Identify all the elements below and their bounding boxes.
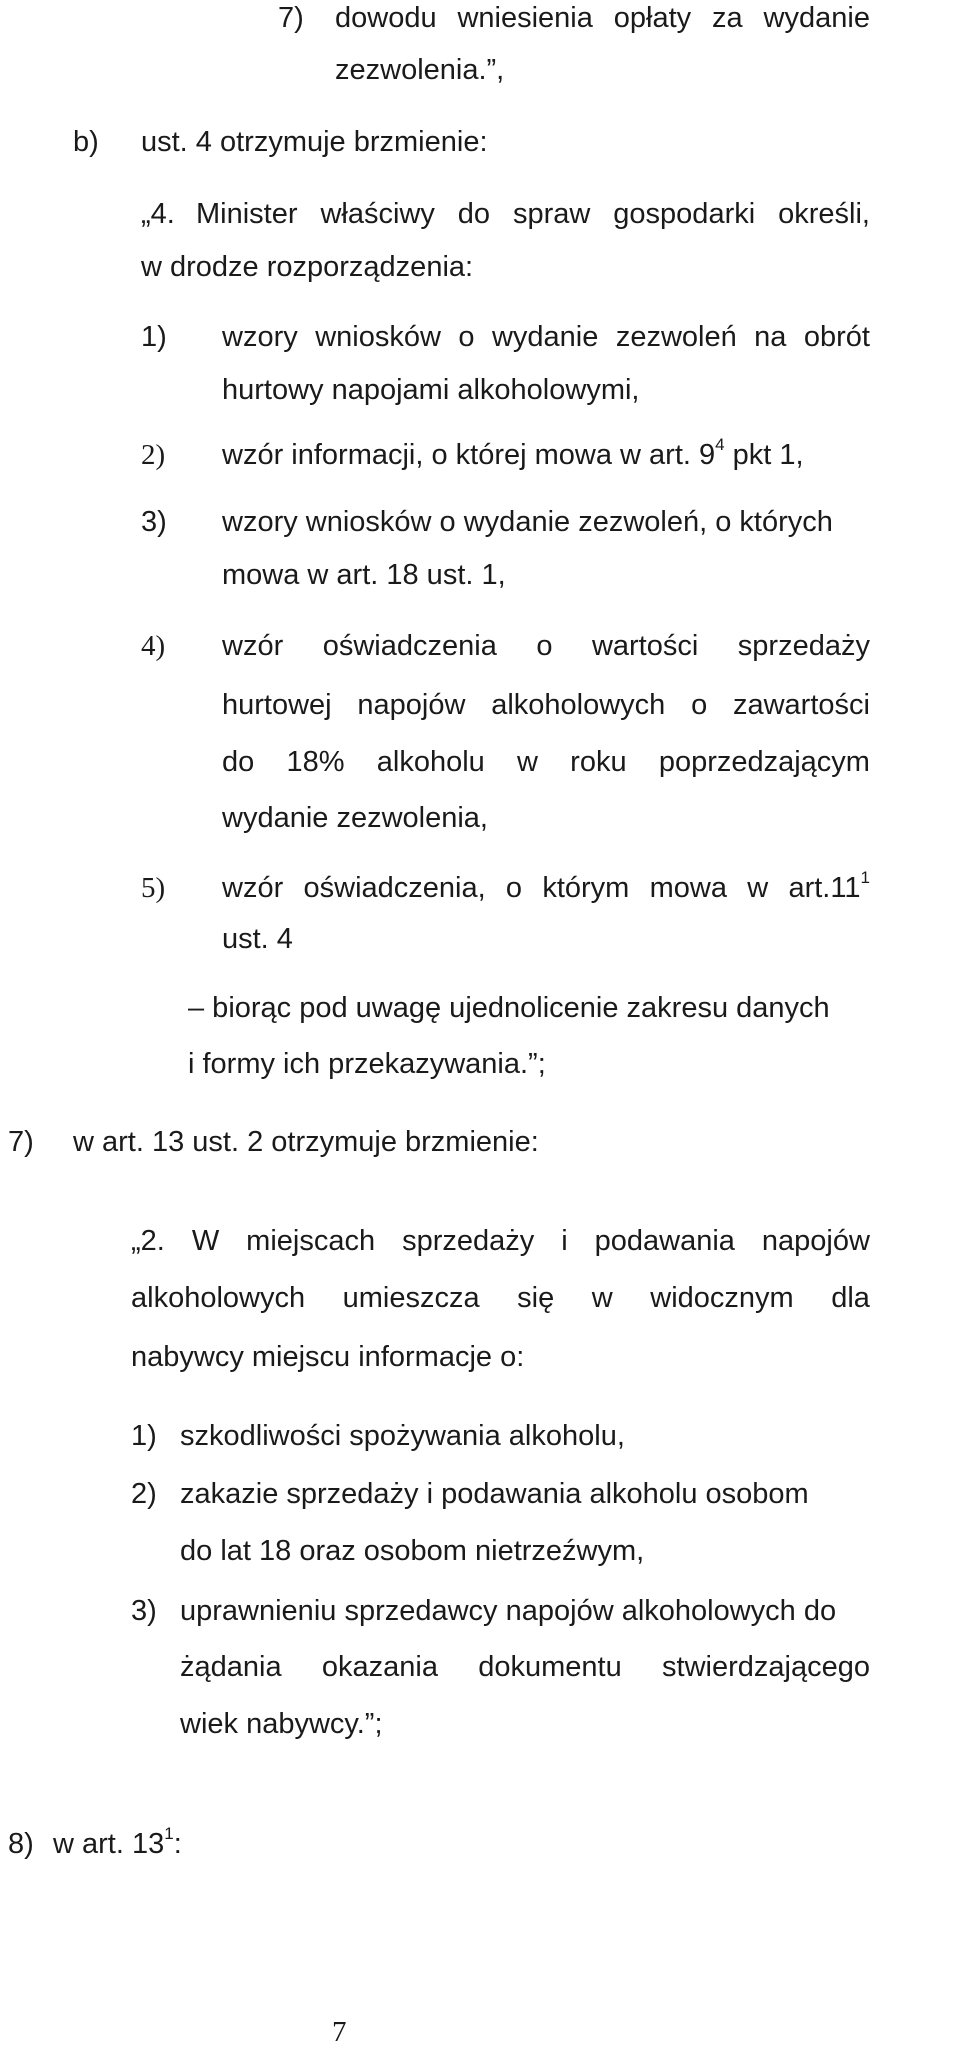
list-number: 1) [131,1420,157,1452]
word: na [754,321,787,353]
justified-line [222,691,870,720]
word: oświadczenia [322,630,497,662]
superscript: 4 [715,435,725,455]
page-number: 7 [332,2016,347,2048]
superscript: 1 [860,868,870,888]
word: dla [831,1282,870,1314]
word: określi, [778,198,870,230]
superscript: 1 [164,1824,174,1844]
word: wartości [591,630,699,662]
justified-line [222,748,870,777]
word: alkoholowych [491,689,666,721]
word: dokumentu [478,1651,622,1683]
justified-line [222,868,870,904]
word: 18% [286,746,345,778]
text-line: wydanie zezwolenia, [222,802,488,834]
word: zezwoleń [615,321,737,353]
word: „2. [131,1225,165,1257]
word: się [517,1282,555,1314]
justified-line [222,323,870,352]
text-line: uprawnieniu sprzedawcy napojów alkoholowych do [180,1595,837,1627]
list-letter: b) [73,126,99,158]
word: wydanie [491,321,599,353]
justified-line [222,632,870,661]
text: w art. 13 [53,1828,165,1860]
list-number: 7) [278,2,304,34]
word: o [505,872,523,904]
text-line [222,435,804,471]
text-line: zakazie sprzedaży i podawania alkoholu osobom [180,1478,809,1510]
text-line: w art. 13 ust. 2 otrzymuje brzmienie: [73,1126,539,1158]
word: napojów [761,1225,870,1257]
word: w [591,1282,613,1314]
word: zawartości [732,689,870,721]
word: napojów [357,689,466,721]
word: Minister [196,198,298,230]
word: w [747,872,769,904]
word: i [561,1225,568,1257]
word: oświadczenia, [303,872,486,904]
list-number: 1) [141,321,167,353]
text-line: mowa w art. 18 ust. 1, [222,559,506,591]
word: W [191,1225,220,1257]
text-line: – biorąc pod uwagę ujednolicenie zakresu danych [188,992,830,1024]
text-line: hurtowy napojami alkoholowymi, [222,374,640,406]
word: alkoholu [376,746,485,778]
justified-line [131,1227,870,1256]
text-line: zezwolenia.”, [335,54,505,86]
word: gospodarki [613,198,756,230]
text-line [53,1824,182,1860]
word: mowa [649,872,727,904]
word: sprzedaży [402,1225,535,1257]
text-line: wzory wniosków o wydanie zezwoleń, o których [222,506,833,538]
word: spraw [513,198,591,230]
paragraph-number: „4. [141,198,175,230]
word: wzory [222,321,298,353]
text-line: szkodliwości spożywania alkoholu, [180,1420,625,1452]
text: pkt 1, [724,439,804,471]
word: roku [570,746,627,778]
list-number: 4) [141,630,166,662]
text: wzór informacji, o której mowa w art. 9 [222,439,716,471]
justified-line [335,4,870,33]
word: za [712,2,743,34]
word: wzór [222,872,284,904]
word: którym [542,872,630,904]
word: widocznym [650,1282,794,1314]
word: wniosków [315,321,441,353]
text: : [173,1828,182,1860]
word: wniesienia [457,2,593,34]
word: o [536,630,553,662]
word: do [222,746,255,778]
word: o [458,321,475,353]
list-number: 2) [131,1478,157,1510]
word: stwierdzającego [662,1651,870,1683]
justified-line [131,1284,870,1313]
word: żądania [180,1651,282,1683]
list-number: 3) [141,506,167,538]
text-line: nabywcy miejscu informacje o: [131,1341,525,1373]
word: o [691,689,708,721]
word: obrót [803,321,870,353]
word: sprzedaży [737,630,870,662]
list-number: 8) [8,1828,34,1860]
text-line: i formy ich przekazywania.”; [188,1048,546,1080]
text-line: ust. 4 [222,923,293,955]
word: do [457,198,491,230]
word: wydanie [763,2,870,34]
word: umieszcza [342,1282,480,1314]
word: wzór [222,630,284,662]
word: alkoholowych [131,1282,306,1314]
word: hurtowej [222,689,332,721]
text-line: do lat 18 oraz osobom nietrzeźwym, [180,1535,645,1567]
justified-line [196,200,870,229]
word: okazania [321,1651,438,1683]
list-number: 7) [8,1126,34,1158]
word: w [517,746,538,778]
word [788,868,870,904]
list-number: 5) [141,872,166,904]
word: podawania [594,1225,735,1257]
word: dowodu [335,2,437,34]
word: opłaty [613,2,692,34]
list-number: 3) [131,1595,157,1627]
justified-line [180,1653,870,1682]
word: miejscach [246,1225,376,1257]
list-number: 2) [141,439,166,471]
text-line: w drodze rozporządzenia: [141,251,474,283]
word: poprzedzającym [658,746,870,778]
word: właściwy [320,198,435,230]
text-line: ust. 4 otrzymuje brzmienie: [141,126,488,158]
text-line: wiek nabywcy.”; [180,1708,383,1740]
text: art.11 [788,872,861,904]
